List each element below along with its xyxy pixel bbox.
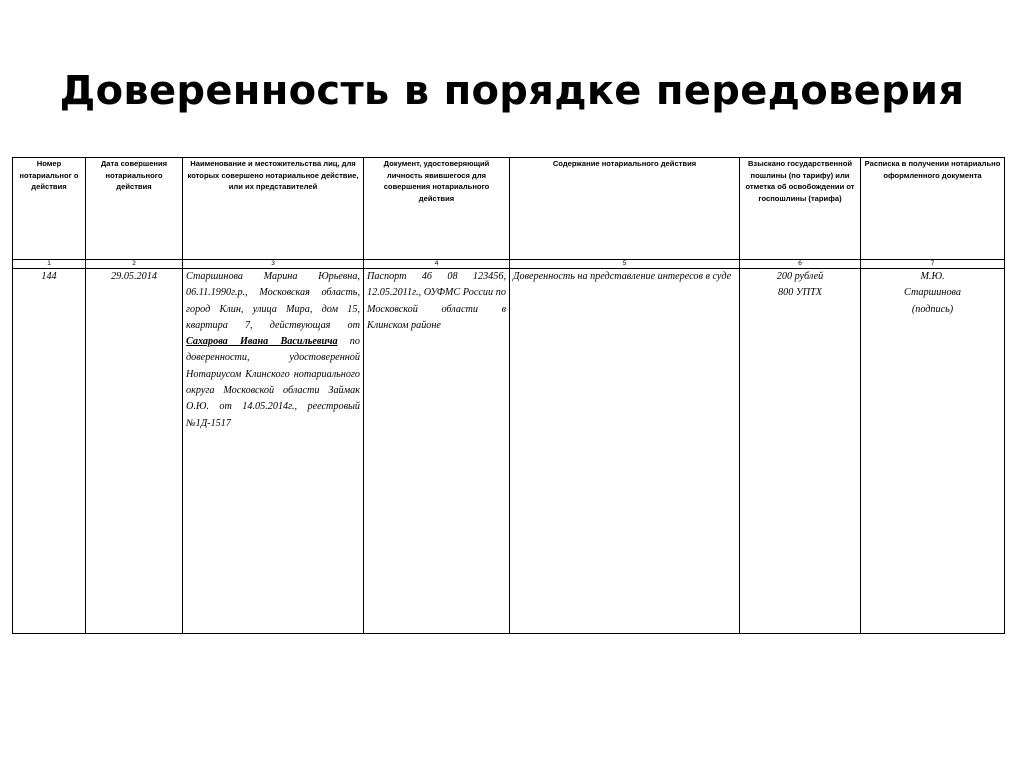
column-number: 3 [183, 260, 364, 269]
column-number: 2 [86, 260, 183, 269]
table-row [13, 269, 1005, 634]
header-document: Документ, удостоверяющий личность явившегося для совершения нотариального действия [364, 158, 510, 260]
page-title: Доверенность в порядке передоверия [59, 68, 965, 114]
column-number: 7 [861, 260, 1005, 269]
cell-document: Паспорт 46 08 123456, 12.05.2011г., ОУФМС России по Московской области в Клинском районе [364, 269, 510, 634]
cell-person [183, 269, 364, 634]
cell-fee [740, 269, 861, 634]
header-content: Содержание нотариального действия [510, 158, 740, 260]
header-receipt: Расписка в получении нотариально оформленного документа [861, 158, 1005, 260]
cell-receipt [861, 269, 1005, 634]
fee-amount: 200 рублей [776, 271, 824, 282]
cell-number: 144 [13, 269, 86, 634]
header-date: Дата совершения нотариального действия [86, 158, 183, 260]
header-person: Наименование и местожительства лиц, для которых совершено нотариальное действие, или их представителей [183, 158, 364, 260]
notary-register-table [12, 157, 1005, 634]
column-number: 4 [364, 260, 510, 269]
cell-content: Доверенность на представление интересов в суде [510, 269, 740, 634]
person-text: Старшинова Марина Юрьевна, 06.11.1990г.р., Московская область, город Клин, улица Мира, дом 15, квартира 7, действующая от [186, 271, 360, 331]
column-number: 1 [13, 260, 86, 269]
person-text-cont: по доверенности, удостоверенной Нотариусом Клинского нотариального округа Московской области Займак О.Ю. от 14.05.2014г., реестровый №1Д-1517 [186, 336, 360, 429]
column-number: 5 [510, 260, 740, 269]
header-number: Номер нотариальног о действия [13, 158, 86, 260]
principal-name: Сахарова Ивана Васильевича [186, 336, 338, 348]
cell-date: 29.05.2014 [86, 269, 183, 634]
receipt-surname: Старшинова [904, 287, 961, 299]
column-number: 6 [740, 260, 861, 269]
fee-tariff: 800 УПТХ [778, 287, 822, 299]
column-number-row [13, 260, 1005, 269]
receipt-signature: (подпись) [911, 303, 954, 315]
header-row [13, 158, 1005, 260]
receipt-initials: М.Ю. [920, 271, 945, 282]
header-fee: Взыскано государственной пошлины (по тарифу) или отметка об освобождении от госпошлины (тарифа) [740, 158, 861, 260]
